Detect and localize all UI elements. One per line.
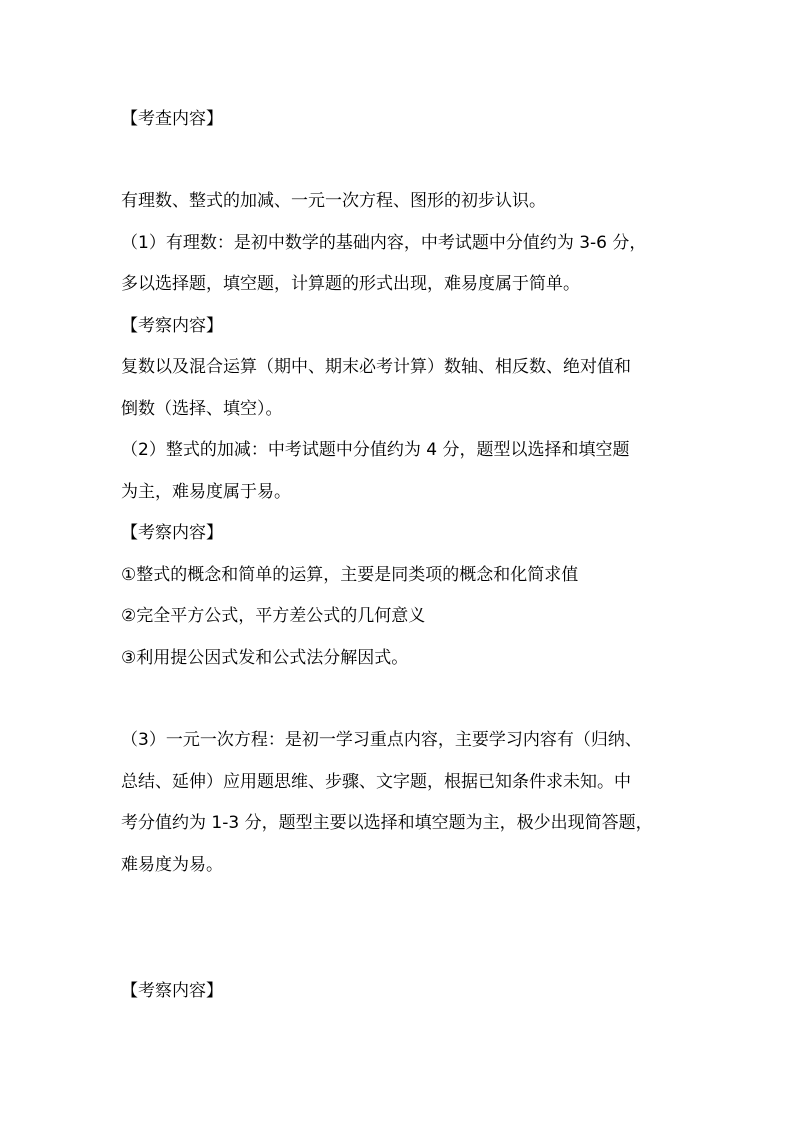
section-heading: 【考查内容】 <box>121 109 223 129</box>
body-text: 多以选择题，填空题，计算题的形式出现，难易度属于简单。 <box>121 274 580 294</box>
body-text: 考分值约为 1-3 分，题型主要以选择和填空题为主，极少出现简答题， <box>121 813 653 833</box>
body-text: （3）一元一次方程：是初一学习重点内容，主要学习内容有（归纳、 <box>121 730 642 750</box>
list-item: ①整式的概念和简单的运算，主要是同类项的概念和化简求值 <box>121 565 579 585</box>
body-text: （2）整式的加减：中考试题中分值约为 4 分，题型以选择和填空题 <box>121 440 630 460</box>
section-heading: 【考察内容】 <box>121 523 223 543</box>
body-text: 有理数、整式的加减、一元一次方程、图形的初步认识。 <box>121 191 546 211</box>
body-text: 难易度为易。 <box>121 855 223 875</box>
body-text: 总结、延伸）应用题思维、步骤、文字题，根据已知条件求未知。中 <box>121 772 631 792</box>
list-item: ③利用提公因式发和公式法分解因式。 <box>121 648 409 668</box>
body-text: 为主，难易度属于易。 <box>121 482 291 502</box>
body-text: 倒数（选择、填空）。 <box>121 399 283 419</box>
body-text: （1）有理数：是初中数学的基础内容，中考试题中分值约为 3-6 分， <box>121 233 647 253</box>
section-heading: 【考察内容】 <box>121 316 223 336</box>
list-item: ②完全平方公式，平方差公式的几何意义 <box>121 606 426 626</box>
section-heading: 【考察内容】 <box>121 981 223 1001</box>
body-text: 复数以及混合运算（期中、期末必考计算）数轴、相反数、绝对值和 <box>121 357 631 377</box>
